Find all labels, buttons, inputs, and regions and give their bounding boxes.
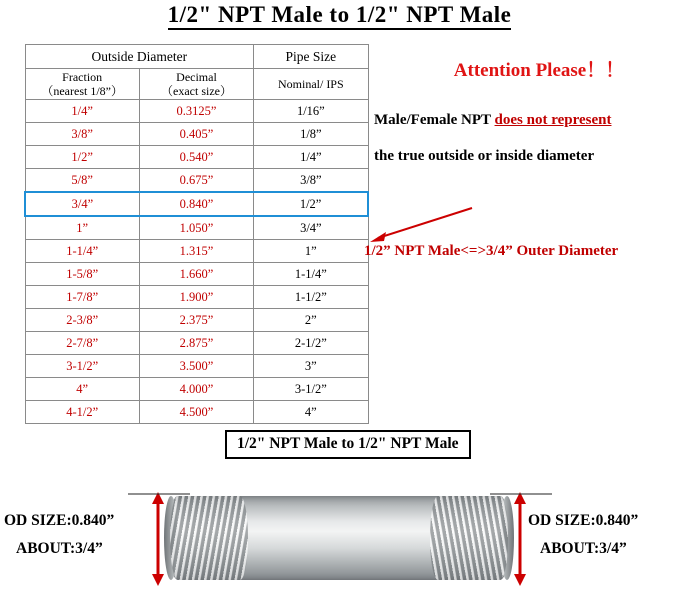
- cell-fraction: 1”: [25, 216, 139, 240]
- header-fraction: [25, 69, 139, 100]
- cell-fraction: 1-5/8”: [25, 263, 139, 286]
- header-fraction-line2: （nearest 1/8”）: [41, 84, 123, 98]
- product-caption: 1/2" NPT Male to 1/2" NPT Male: [225, 430, 471, 459]
- cell-pipe: 4”: [254, 401, 368, 424]
- table-row: [25, 216, 368, 240]
- page-title-text: 1/2" NPT Male to 1/2" NPT Male: [168, 2, 512, 30]
- cell-decimal: 2.875”: [139, 332, 253, 355]
- table-row: [25, 169, 368, 193]
- cell-decimal: 2.375”: [139, 309, 253, 332]
- header-pipe-size: Pipe Size: [254, 45, 368, 69]
- table-row: [25, 378, 368, 401]
- cell-decimal: 0.840”: [139, 192, 253, 216]
- table-row: [25, 100, 368, 123]
- dimension-label-right-about: ABOUT:3/4”: [540, 540, 627, 557]
- table-row: [25, 263, 368, 286]
- cell-pipe: 1”: [254, 240, 368, 263]
- table-row: [25, 401, 368, 424]
- cell-decimal: 0.405”: [139, 123, 253, 146]
- cell-fraction: 1-1/4”: [25, 240, 139, 263]
- cell-pipe: 1-1/4”: [254, 263, 368, 286]
- table-sub-header-row: [25, 69, 368, 100]
- cell-decimal: 1.315”: [139, 240, 253, 263]
- product-image-area: [0, 482, 679, 602]
- cell-pipe: 2-1/2”: [254, 332, 368, 355]
- table-row: [25, 332, 368, 355]
- header-nominal-line1: Nominal/ IPS: [277, 77, 344, 91]
- table-row: [25, 286, 368, 309]
- cell-pipe: 3”: [254, 355, 368, 378]
- cell-fraction: 4”: [25, 378, 139, 401]
- dimension-label-left-od: OD SIZE:0.840”: [4, 512, 115, 529]
- note-line-1: [374, 112, 674, 129]
- cell-decimal: 3.500”: [139, 355, 253, 378]
- note-line-1-emphasis: does not represent: [494, 112, 612, 128]
- cell-pipe: 3/8”: [254, 169, 368, 193]
- cell-decimal: 4.500”: [139, 401, 253, 424]
- attention-heading: Attention Please！！: [453, 60, 625, 81]
- cell-pipe: 1-1/2”: [254, 286, 368, 309]
- note-line-2: the true outside or inside diameter: [374, 148, 595, 164]
- cell-fraction: 1/4”: [25, 100, 139, 123]
- cell-fraction: 3-1/2”: [25, 355, 139, 378]
- cell-pipe: 3-1/2”: [254, 378, 368, 401]
- cell-pipe: 1/4”: [254, 146, 368, 169]
- cell-decimal: 1.050”: [139, 216, 253, 240]
- cell-fraction: 4-1/2”: [25, 401, 139, 424]
- header-fraction-line1: Fraction: [62, 70, 103, 84]
- callout-text: 1/2” NPT Male<=>3/4” Outer Diameter: [364, 243, 619, 259]
- pipe-threads-left: [170, 496, 248, 580]
- cell-decimal: 0.675”: [139, 169, 253, 193]
- dimension-label-left-about: ABOUT:3/4”: [16, 540, 103, 557]
- table-group-header-row: [25, 45, 368, 69]
- table-row: [25, 123, 368, 146]
- table-row: [25, 146, 368, 169]
- cell-fraction: 1-7/8”: [25, 286, 139, 309]
- table-row: [25, 309, 368, 332]
- header-nominal-ips: [254, 69, 368, 100]
- cell-fraction: 3/8”: [25, 123, 139, 146]
- cell-decimal: 4.000”: [139, 378, 253, 401]
- pipe-nipple-image: [168, 496, 510, 580]
- cell-decimal: 0.3125”: [139, 100, 253, 123]
- header-decimal: [139, 69, 253, 100]
- cell-decimal: 0.540”: [139, 146, 253, 169]
- cell-decimal: 1.660”: [139, 263, 253, 286]
- header-outside-diameter: Outside Diameter: [25, 45, 254, 69]
- dimension-label-right-od: OD SIZE:0.840”: [528, 512, 639, 529]
- table-row: [25, 240, 368, 263]
- cell-pipe: 1/16”: [254, 100, 368, 123]
- cell-fraction: 3/4”: [25, 192, 139, 216]
- note-line-1-part1: Male/Female NPT: [374, 112, 495, 128]
- page-title: [0, 2, 679, 28]
- cell-fraction: 1/2”: [25, 146, 139, 169]
- pipe-threads-right: [430, 496, 508, 580]
- cell-fraction: 2-3/8”: [25, 309, 139, 332]
- spec-table-wrapper: [24, 44, 369, 424]
- table-row-highlighted: [25, 192, 368, 216]
- cell-fraction: 2-7/8”: [25, 332, 139, 355]
- cell-fraction: 5/8”: [25, 169, 139, 193]
- header-decimal-line1: Decimal: [176, 70, 217, 84]
- table-row: [25, 355, 368, 378]
- cell-decimal: 1.900”: [139, 286, 253, 309]
- cell-pipe: 1/2”: [254, 192, 368, 216]
- header-decimal-line2: （exact size）: [161, 84, 232, 98]
- cell-pipe: 3/4”: [254, 216, 368, 240]
- cell-pipe: 2”: [254, 309, 368, 332]
- cell-pipe: 1/8”: [254, 123, 368, 146]
- spec-table: [24, 44, 369, 424]
